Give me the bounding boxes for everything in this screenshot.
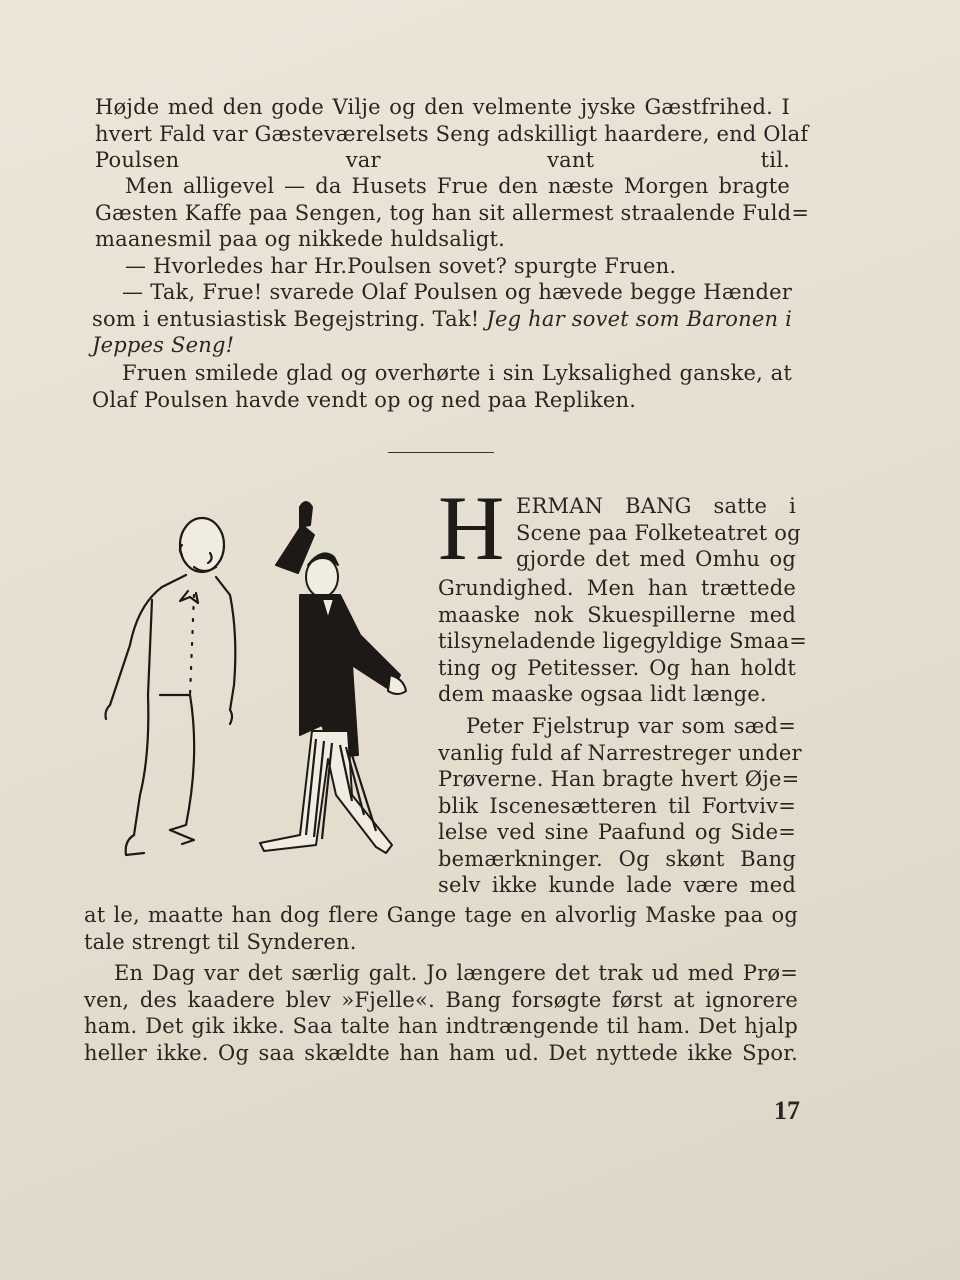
text-line: — Tak, Frue! svarede Olaf Poulsen og hævede begge Hænder xyxy=(122,280,792,304)
section-divider xyxy=(388,452,494,453)
text-line: Jeppes Seng! xyxy=(92,333,235,357)
text-line: Gæsten Kaffe paa Sengen, tog han sit allermest straalende Fuld= xyxy=(95,200,810,225)
paragraph-en-dag xyxy=(84,960,798,1066)
text-line: ERMAN BANG satte i xyxy=(516,494,796,518)
text-line: Fruen smilede glad og overhørte i sin Lyksalighed ganske, at xyxy=(122,361,792,385)
page-number: 17 xyxy=(774,1096,800,1125)
paragraph-herman-bang-rest xyxy=(438,575,808,708)
text-plain: som i entusiastisk Begejstring. Tak! xyxy=(92,306,487,331)
figure-left-man xyxy=(106,518,236,855)
text-line: vanlig fuld af Narrestreger under xyxy=(438,740,802,765)
text-line: ting og Petitesser. Og han holdt xyxy=(438,655,796,680)
paragraph-herman-bang-head xyxy=(516,493,801,573)
text-line: tale strengt til Synderen. xyxy=(84,929,357,954)
text-line: dem maaske ogsaa lidt længe. xyxy=(438,682,767,706)
text-line: ven, des kaadere blev »Fjelle«. Bang forsøgte først at ignorere xyxy=(84,987,798,1012)
text-line: Olaf Poulsen havde vendt op og ned paa Repliken. xyxy=(92,387,637,412)
text-line: Grundighed. Men han trættede xyxy=(438,576,796,600)
text-line: Men alligevel — da Husets Frue den næste Morgen bragte xyxy=(125,174,790,198)
text-line: Prøverne. Han bragte hvert Øje= xyxy=(438,767,800,791)
text-italic: Jeg har sovet som Baronen i xyxy=(486,306,792,331)
text-line: — Hvorledes har Hr.Poulsen sovet? spurgte Fruen. xyxy=(125,254,677,278)
drop-cap: H xyxy=(438,477,505,579)
text-line: tilsyneladende ligegyldige Smaa= xyxy=(438,629,808,653)
caricature-illustration xyxy=(90,495,435,870)
paragraph-peter-fjelstrup-cont xyxy=(84,902,798,955)
paragraph-hojde xyxy=(95,94,809,174)
text-line: bemærkninger. Og skønt Bang xyxy=(438,846,796,871)
paragraph-tak-frue xyxy=(92,279,792,359)
text-line: gjorde det med Omhu og xyxy=(516,547,796,571)
text-line: heller ikke. Og saa skældte han ham ud. Det nyttede ikke Spor. xyxy=(84,1040,798,1065)
paragraph-men-alligevel xyxy=(95,173,810,253)
text-line: lelse ved sine Paafund og Side= xyxy=(438,820,796,844)
text-line: maaske nok Skuespillerne med xyxy=(438,602,796,627)
paragraph-peter-fjelstrup xyxy=(438,713,802,899)
text-line: Scene paa Folketeatret og xyxy=(516,520,801,545)
figure-right-man xyxy=(260,502,406,853)
text-line: at le, maatte han dog flere Gange tage en alvorlig Maske paa og xyxy=(84,903,798,927)
text-line: Poulsen var vant til. xyxy=(95,148,790,172)
paragraph-fruen-smilede xyxy=(92,360,792,413)
text-line: hvert Fald var Gæsteværelsets Seng adskilligt haardere, end Olaf xyxy=(95,121,809,146)
text-line: ham. Det gik ikke. Saa talte han indtrængende til ham. Det hjalp xyxy=(84,1014,798,1038)
text-line: Peter Fjelstrup var som sæd= xyxy=(466,714,796,738)
text-line xyxy=(92,306,792,333)
text-line: blik Iscenesætteren til Fortviv= xyxy=(438,793,796,818)
paragraph-hvorledes xyxy=(95,253,790,280)
text-line: maanesmil paa og nikkede huldsaligt. xyxy=(95,227,505,251)
text-line: selv ikke kunde lade være med xyxy=(438,873,796,897)
text-line: En Dag var det særlig galt. Jo længere det trak ud med Prø= xyxy=(114,961,798,985)
text-line: Højde med den gode Vilje og den velmente jyske Gæstfrihed. I xyxy=(95,95,790,119)
